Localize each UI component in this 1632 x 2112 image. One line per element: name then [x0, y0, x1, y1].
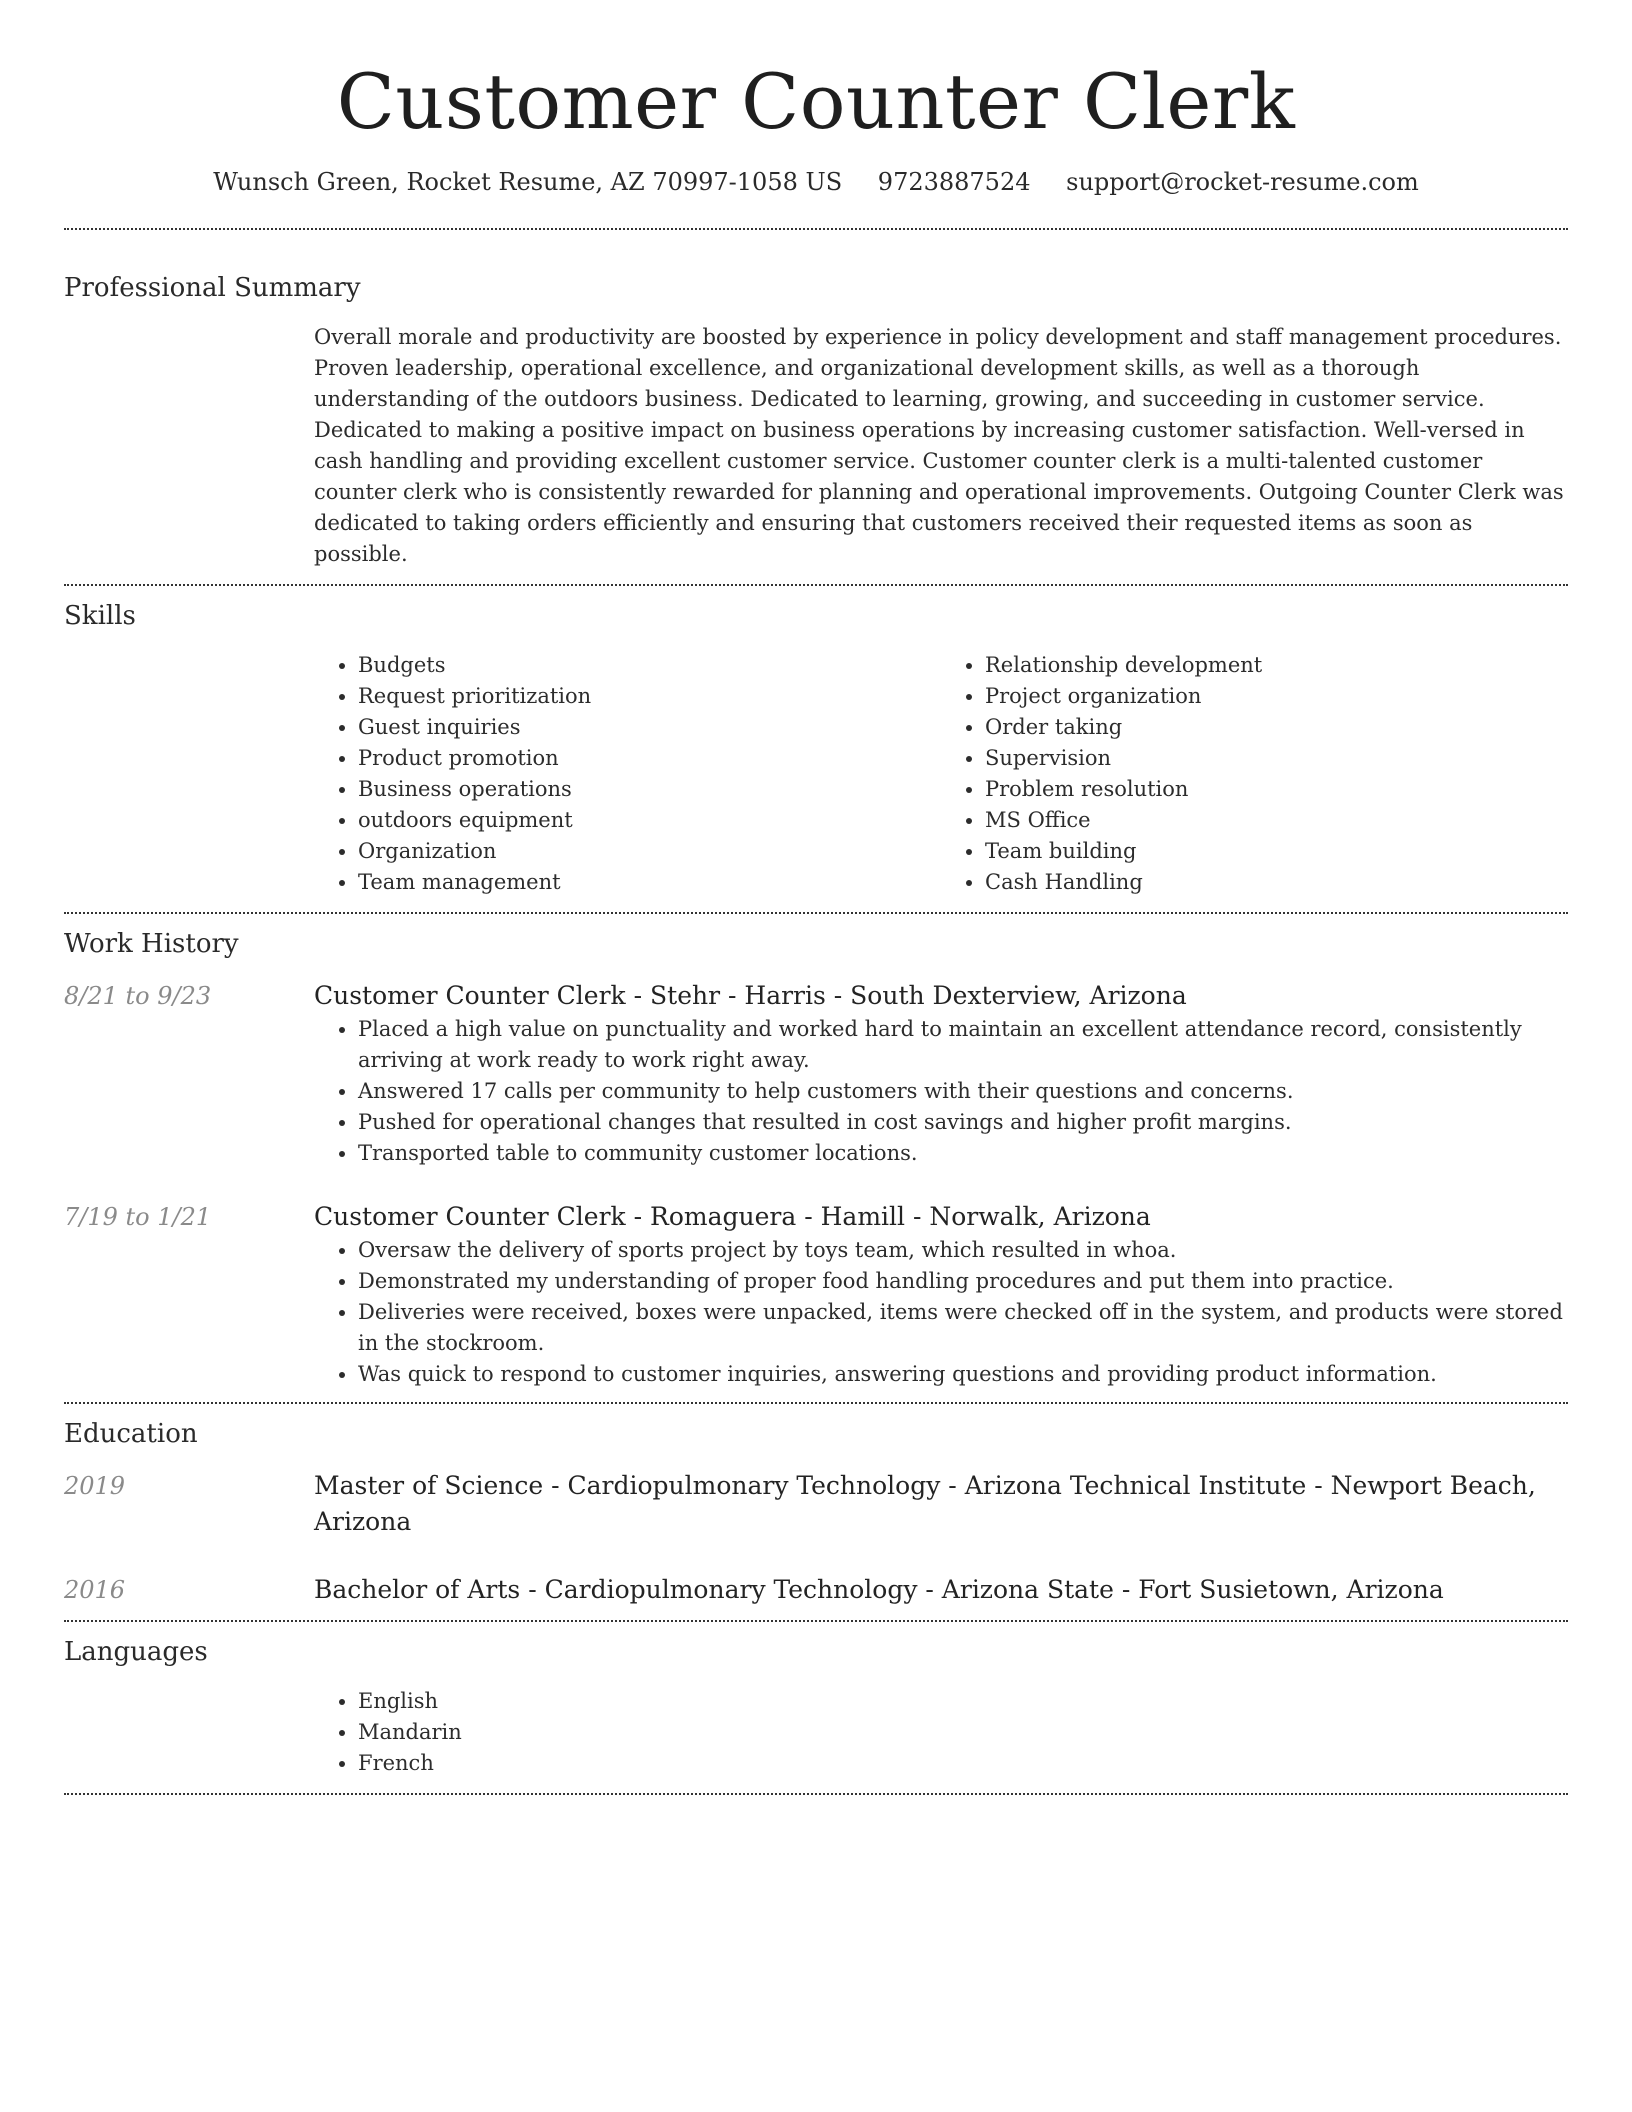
skill-item: • Supervision [985, 743, 1568, 774]
divider [64, 912, 1568, 914]
skill-item: • Relationship development [985, 650, 1568, 681]
work-entry [64, 1199, 1568, 1390]
skill-item: • Cash Handling [985, 867, 1568, 898]
section-title-education: Education [64, 1419, 198, 1449]
divider [64, 584, 1568, 586]
work-bullet: • Deliveries were received, boxes were unpacked, items were checked off in the system, and products were stored in the stockroom. [358, 1297, 1568, 1359]
language-item: • English [358, 1686, 1568, 1717]
language-item: • French [358, 1748, 1568, 1779]
education-entry [64, 1572, 1568, 1608]
skill-item: • Team building [985, 836, 1568, 867]
summary-text: Overall morale and productivity are boosted by experience in policy development and staff management procedures. Proven leadership, operational excellence, and organizational development skills, as well as a thorough understanding of the outdoors business. Dedicated to learning, growing, and succeeding in customer service. Dedicated to making a positive impact on business operations by increasing customer satisfaction. Well-versed in cash handling and providing excellent customer service. Customer counter clerk is a multi-talented customer counter clerk who is consistently rewarded for planning and operational improvements. Outgoing Counter Clerk was dedicated to taking orders efficiently and ensuring that customers received their requested items as soon as possible. [314, 325, 1564, 566]
email: support@rocket-resume.com [1066, 168, 1419, 196]
work-bullet: • Placed a high value on punctuality and worked hard to maintain an excellent attendance record, consistently arriving at work ready to work right away. [358, 1014, 1568, 1076]
education-heading: Bachelor of Arts - Cardiopulmonary Technology - Arizona State - Fort Susietown, Arizona [314, 1575, 1444, 1604]
divider [64, 1620, 1568, 1622]
divider [64, 1402, 1568, 1404]
education-date: 2019 [64, 1472, 126, 1500]
skill-item: • Guest inquiries [358, 712, 941, 743]
skill-item: • Order taking [985, 712, 1568, 743]
work-bullets [314, 1014, 1568, 1169]
skill-item: • Team management [358, 867, 941, 898]
address: Wunsch Green, Rocket Resume, AZ 70997-1058 US [213, 168, 843, 196]
phone: 9723887524 [877, 168, 1031, 196]
section-title-work-history: Work History [64, 929, 239, 959]
contact-line [64, 164, 1568, 200]
work-bullet: • Was quick to respond to customer inquiries, answering questions and providing product information. [358, 1359, 1568, 1390]
work-bullet: • Oversaw the delivery of sports project by toys team, which resulted in whoa. [358, 1235, 1568, 1266]
work-bullet: • Transported table to community customer locations. [358, 1138, 1568, 1169]
work-bullets [314, 1235, 1568, 1390]
education-date: 2016 [64, 1576, 126, 1604]
skills-list [314, 650, 1568, 898]
skill-item: • Problem resolution [985, 774, 1568, 805]
skills-column-right [941, 650, 1568, 898]
skills-column-left [314, 650, 941, 898]
work-date: 8/21 to 9/23 [64, 982, 212, 1010]
languages-bullets [314, 1686, 1568, 1779]
divider [64, 1793, 1568, 1795]
skill-item: • Business operations [358, 774, 941, 805]
skill-item: • Product promotion [358, 743, 941, 774]
skill-item: • Budgets [358, 650, 941, 681]
work-entry [64, 978, 1568, 1169]
skill-item: • Organization [358, 836, 941, 867]
resume-page [64, 0, 1568, 1795]
work-bullet: • Answered 17 calls per community to help customers with their questions and concerns. [358, 1076, 1568, 1107]
work-heading: Customer Counter Clerk - Romaguera - Hamill - Norwalk, Arizona [314, 1202, 1151, 1231]
work-heading: Customer Counter Clerk - Stehr - Harris - South Dexterview, Arizona [314, 981, 1187, 1010]
divider [64, 228, 1568, 230]
skill-item: • Request prioritization [358, 681, 941, 712]
work-date: 7/19 to 1/21 [64, 1203, 212, 1231]
candidate-name: Customer Counter Clerk [336, 57, 1296, 146]
section-title-languages: Languages [64, 1637, 208, 1667]
work-bullet: • Pushed for operational changes that resulted in cost savings and higher profit margins. [358, 1107, 1568, 1138]
skill-item: • MS Office [985, 805, 1568, 836]
section-title-summary: Professional Summary [64, 273, 361, 303]
language-item: • Mandarin [358, 1717, 1568, 1748]
section-title-skills: Skills [64, 601, 136, 631]
skill-item: • Project organization [985, 681, 1568, 712]
languages-list [314, 1686, 1568, 1779]
work-bullet: • Demonstrated my understanding of proper food handling procedures and put them into practice. [358, 1266, 1568, 1297]
education-heading: Master of Science - Cardiopulmonary Technology - Arizona Technical Institute - Newport Beach, Arizona [314, 1471, 1536, 1536]
skill-item: • outdoors equipment [358, 805, 941, 836]
education-entry [64, 1468, 1568, 1540]
